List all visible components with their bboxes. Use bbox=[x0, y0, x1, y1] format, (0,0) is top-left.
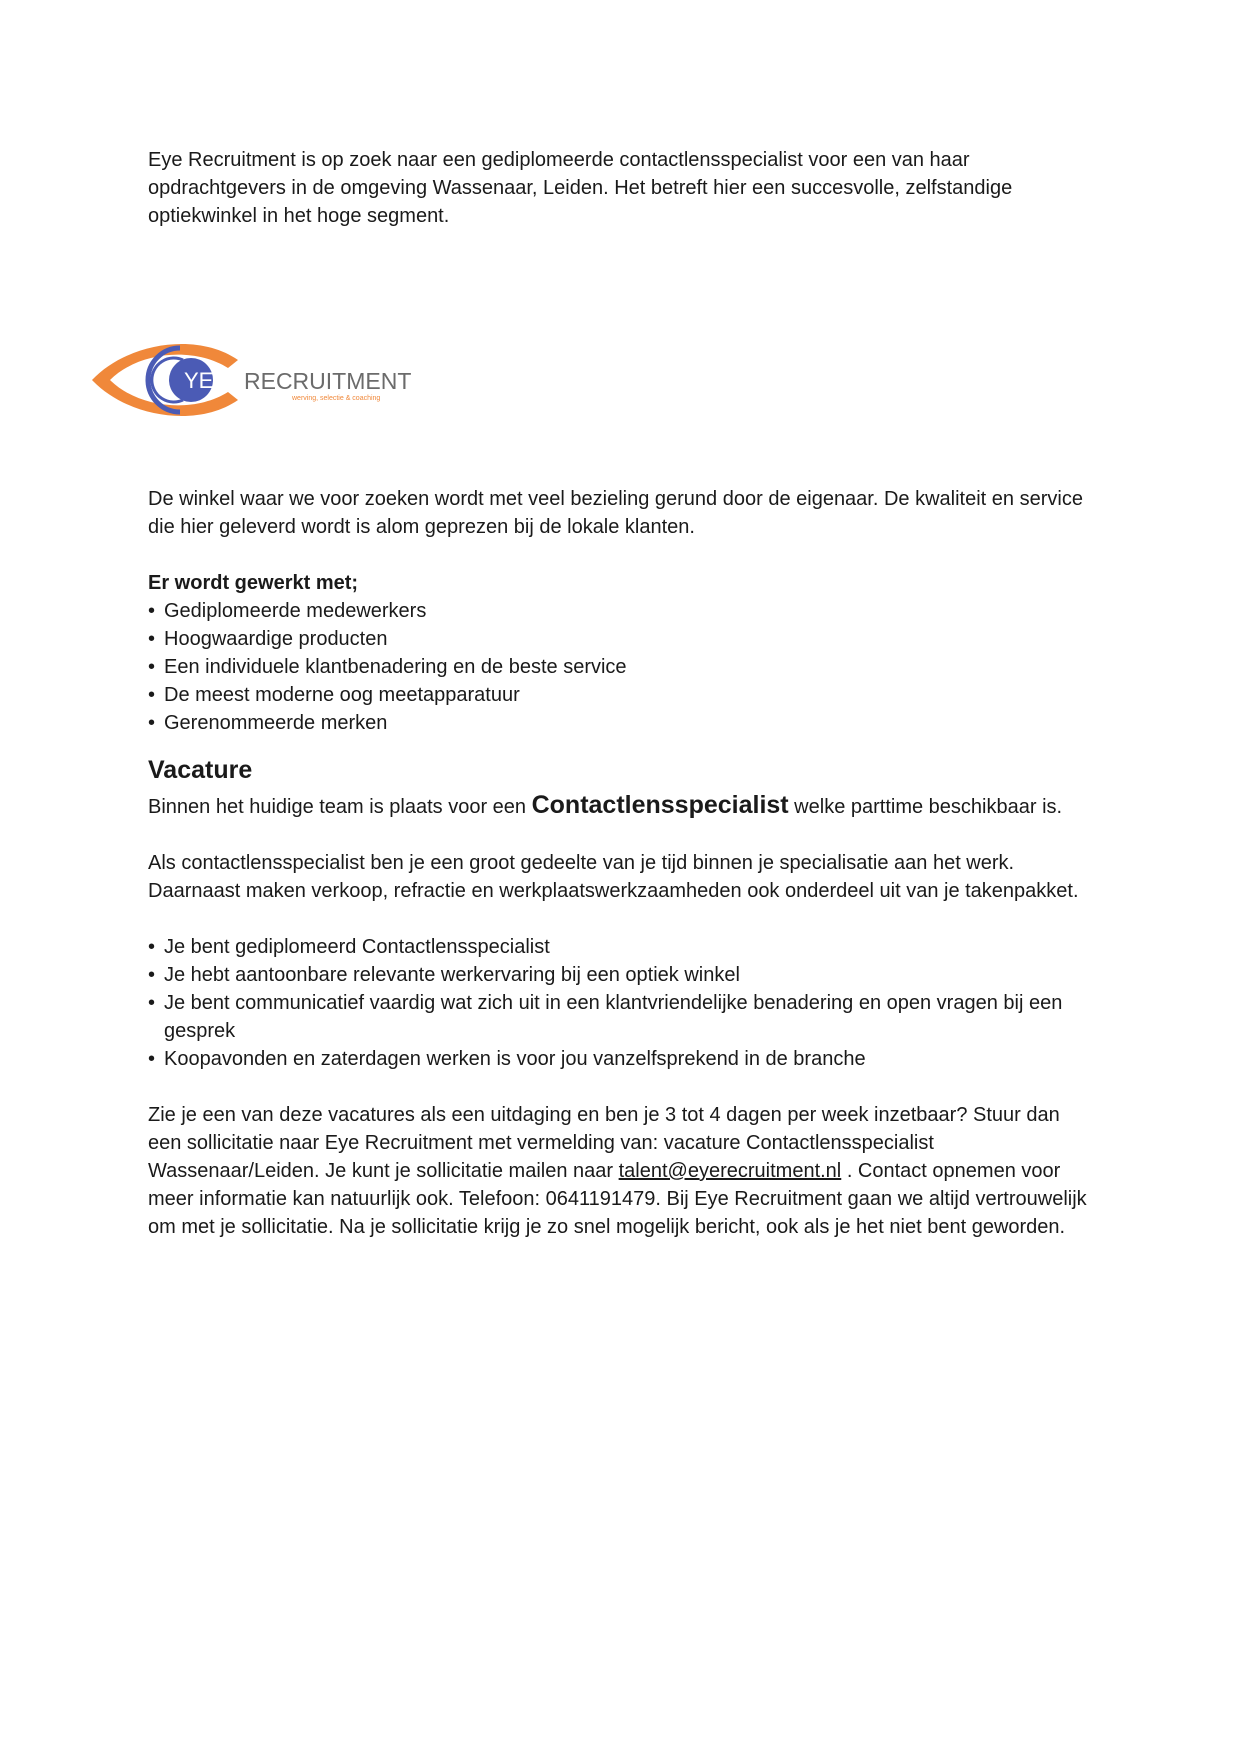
vacature-term: Contactlensspecialist bbox=[531, 791, 789, 819]
logo-tagline: werving, selectie & coaching bbox=[292, 395, 381, 402]
email-link[interactable]: talent@eyerecruitment.nl bbox=[618, 1160, 842, 1182]
vacature-line-post: welke parttime beschikbaar is. bbox=[788, 796, 1063, 818]
intro-section bbox=[148, 146, 1088, 230]
shop-paragraph: De winkel waar we voor zoeken wordt met veel bezieling gerund door de eigenaar. De kwaliteit en service die hier geleverd wordt is alom geprezen bij de lokale klanten. bbox=[148, 488, 1083, 538]
vacature-line-pre: Binnen het huidige team is plaats voor een bbox=[148, 796, 532, 818]
list-item: • Je bent gediplomeerd Contactlensspecialist bbox=[148, 933, 1088, 961]
logo-text-recruitment: RECRUITMENT bbox=[244, 368, 412, 394]
closing-pre: Zie je een van deze vacatures als een uitdaging en ben je 3 tot 4 dagen per week inzetbaar? Stuur dan een sollicitatie naar Eye Recruitment met vermelding van: vacature Contactlensspecialist Wassenaar/Leiden. Je kunt je sollicitatie mailen naar bbox=[148, 1104, 1060, 1182]
vacature-heading: Vacature bbox=[148, 756, 253, 784]
works-with-heading: Er wordt gewerkt met; bbox=[148, 572, 359, 594]
works-with-list bbox=[148, 597, 1088, 737]
intro-paragraph: Eye Recruitment is op zoek naar een gediplomeerde contactlensspecialist voor een van haar opdrachtgevers in de omgeving Wassenaar, Leiden. Het betreft hier een succesvolle, zelfstandige optiekwinkel in het hoge segment. bbox=[148, 149, 1013, 227]
list-item: • De meest moderne oog meetapparatuur bbox=[148, 681, 1088, 709]
list-item: • Gediplomeerde medewerkers bbox=[148, 597, 1088, 625]
list-item: • Koopavonden en zaterdagen werken is voor jou vanzelfsprekend in de branche bbox=[148, 1045, 1088, 1073]
list-item: • Een individuele klantbenadering en de beste service bbox=[148, 653, 1088, 681]
list-item: • Je hebt aantoonbare relevante werkervaring bij een optiek winkel bbox=[148, 961, 1088, 989]
vacature-line bbox=[148, 791, 1088, 821]
requirements-list bbox=[148, 933, 1088, 1073]
closing-post: . Contact opnemen voor meer informatie kan natuurlijk ook. Telefoon: 0641191479. Bij Eye Recruitment gaan we altijd vertrouwelijk om met je sollicitatie. Na je sollicitatie krijg je zo snel mogelijk bericht, ook als je het niet bent geworden. bbox=[148, 1160, 1087, 1238]
list-item: • Gerenommeerde merken bbox=[148, 709, 1088, 737]
list-item: • Je bent communicatief vaardig wat zich uit in een klantvriendelijke benadering en open vragen bij een gesprek bbox=[148, 989, 1088, 1045]
eye-recruitment-logo bbox=[88, 328, 428, 432]
logo-graphic bbox=[88, 328, 428, 432]
closing-paragraph bbox=[148, 1101, 1088, 1241]
main-content bbox=[148, 485, 1088, 1241]
list-item: • Hoogwaardige producten bbox=[148, 625, 1088, 653]
logo-text-ye: YE bbox=[184, 368, 214, 393]
vacature-description: Als contactlensspecialist ben je een groot gedeelte van je tijd binnen je specialisatie aan het werk. Daarnaast maken verkoop, refractie en werkplaatswerkzaamheden ook onderdeel uit van je takenpakket. bbox=[148, 852, 1079, 902]
